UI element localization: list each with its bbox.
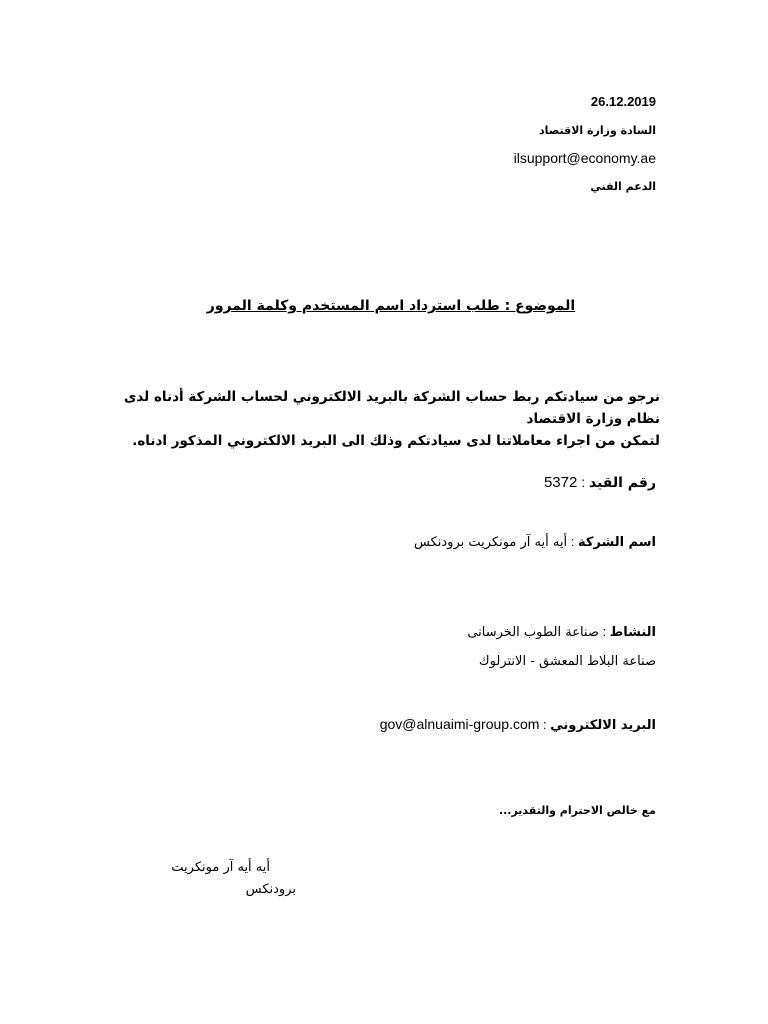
body-line-2: لتمكن من اجراء معاملاتنا لدى سيادتكم وذلك الى البريد الالكتروني المذكور ادناه. xyxy=(132,433,660,449)
company-label: اسم الشركة xyxy=(577,535,656,550)
activity-value: صناعة الطوب الخرسانى xyxy=(467,625,599,640)
department: الدعم الفني xyxy=(590,180,656,193)
email-value: gov@alnuaimi-group.com xyxy=(379,716,540,732)
signature-line-2: برودنكس xyxy=(245,882,296,897)
activity-value-line-2: صناعة البلاط المعشق - الانترلوك xyxy=(478,654,656,669)
activity-separator: : xyxy=(598,624,610,639)
body-line-1: نرجو من سيادتكم ربط حساب الشركة بالبريد الالكتروني لحساب الشركة أدناه لدى نظام وزارة الاقتصاد xyxy=(124,389,660,427)
subject-line xyxy=(0,298,768,314)
company-field xyxy=(414,534,656,550)
letter-date: 26.12.2019 xyxy=(590,94,656,109)
registration-separator: : xyxy=(577,474,589,490)
company-value: أيه أيه آر مونكريت برودنكس xyxy=(414,535,568,550)
email-label: البريد الالكتروني xyxy=(550,718,656,733)
support-email: ilsupport@economy.ae xyxy=(513,150,656,166)
email-separator: : xyxy=(539,717,551,732)
registration-value: 5372 xyxy=(543,474,578,491)
subject-text: الموضوع : طلب استرداد اسم المستخدم وكلمة المرور xyxy=(206,298,576,314)
letter-body xyxy=(100,386,660,452)
registration-label: رقم القيد xyxy=(588,475,656,491)
email-field xyxy=(380,716,656,733)
closing-line: مع خالص الاحترام والتقدير... xyxy=(498,804,656,817)
activity-label: النشاط xyxy=(609,625,656,640)
addressee: السادة وزارة الاقتصاد xyxy=(538,124,656,137)
company-separator: : xyxy=(567,534,578,549)
signature-line-1: أيه أيه آر مونكريت xyxy=(171,860,270,875)
activity-field xyxy=(467,624,656,640)
registration-field xyxy=(544,474,656,491)
